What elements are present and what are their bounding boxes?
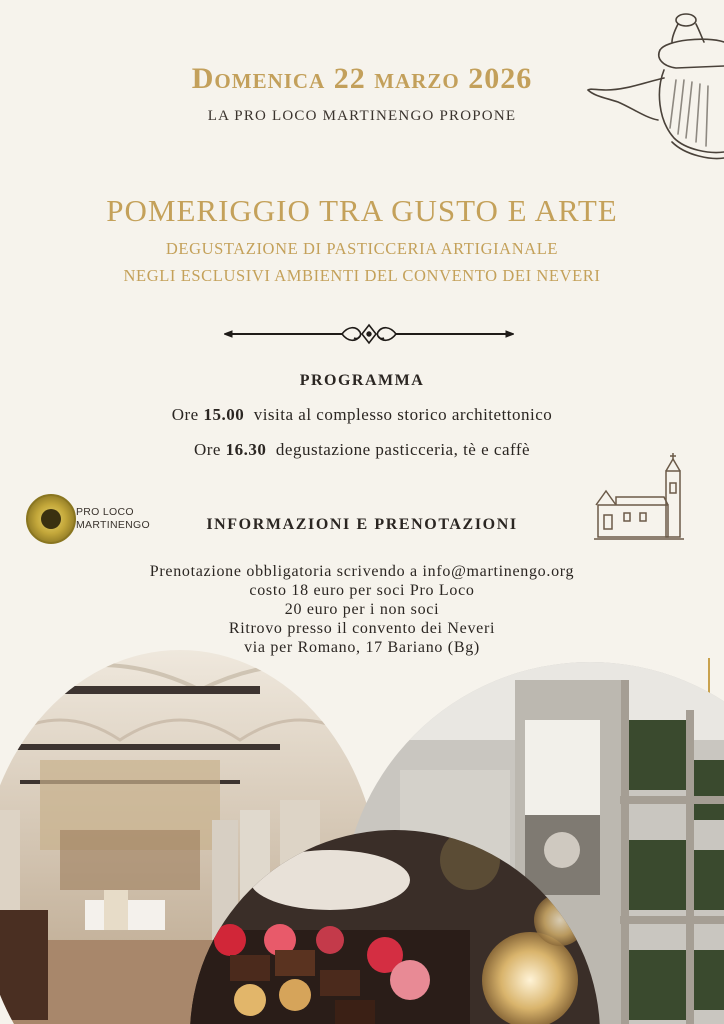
booking-line: Prenotazione obbligatoria scrivendo a info@martinengo.org	[149, 563, 575, 580]
photo-collage	[0, 650, 724, 1024]
logo-line-2: MARTINENGO	[76, 519, 150, 531]
presenter-line: LA PRO LOCO MARTINENGO PROPONE	[207, 108, 517, 124]
ornamental-divider	[224, 322, 514, 346]
price-nonmembers-line: 20 euro per i non soci	[284, 601, 440, 618]
logo-line-1: PRO LOCO	[76, 506, 134, 518]
program-item-time: 15.00	[203, 405, 245, 424]
info-heading: INFORMAZIONI E PRENOTAZIONI	[206, 516, 518, 533]
price-members-line: costo 18 euro per soci Pro Loco	[249, 582, 475, 599]
info-block	[0, 562, 724, 657]
church-sketch	[594, 453, 686, 543]
subtitle-line-2: NEGLI ESCLUSIVI AMBIENTI DEL CONVENTO DEI NEVERI	[123, 266, 601, 285]
page-title: POMERIGGIO TRA GUSTO E ARTE	[106, 193, 618, 228]
program-item-text: visita al complesso storico architettonico	[244, 405, 553, 424]
subtitle-line-1: DEGUSTAZIONE DI PASTICCERIA ARTIGIANALE	[165, 239, 559, 258]
meeting-point-line: Ritrovo presso il convento dei Neveri	[228, 620, 496, 637]
program-item-prefix: Ore	[171, 405, 204, 424]
program-item-1	[0, 405, 724, 425]
event-date: Domenica 22 marzo 2026	[191, 62, 533, 95]
program-item-text: degustazione pasticceria, tè e caffè	[266, 440, 531, 459]
program-heading: PROGRAMMA	[299, 372, 425, 389]
program-item-prefix: Ore	[193, 440, 226, 459]
address-line: via per Romano, 17 Bariano (Bg)	[244, 639, 480, 656]
program-item-time: 16.30	[225, 440, 267, 459]
